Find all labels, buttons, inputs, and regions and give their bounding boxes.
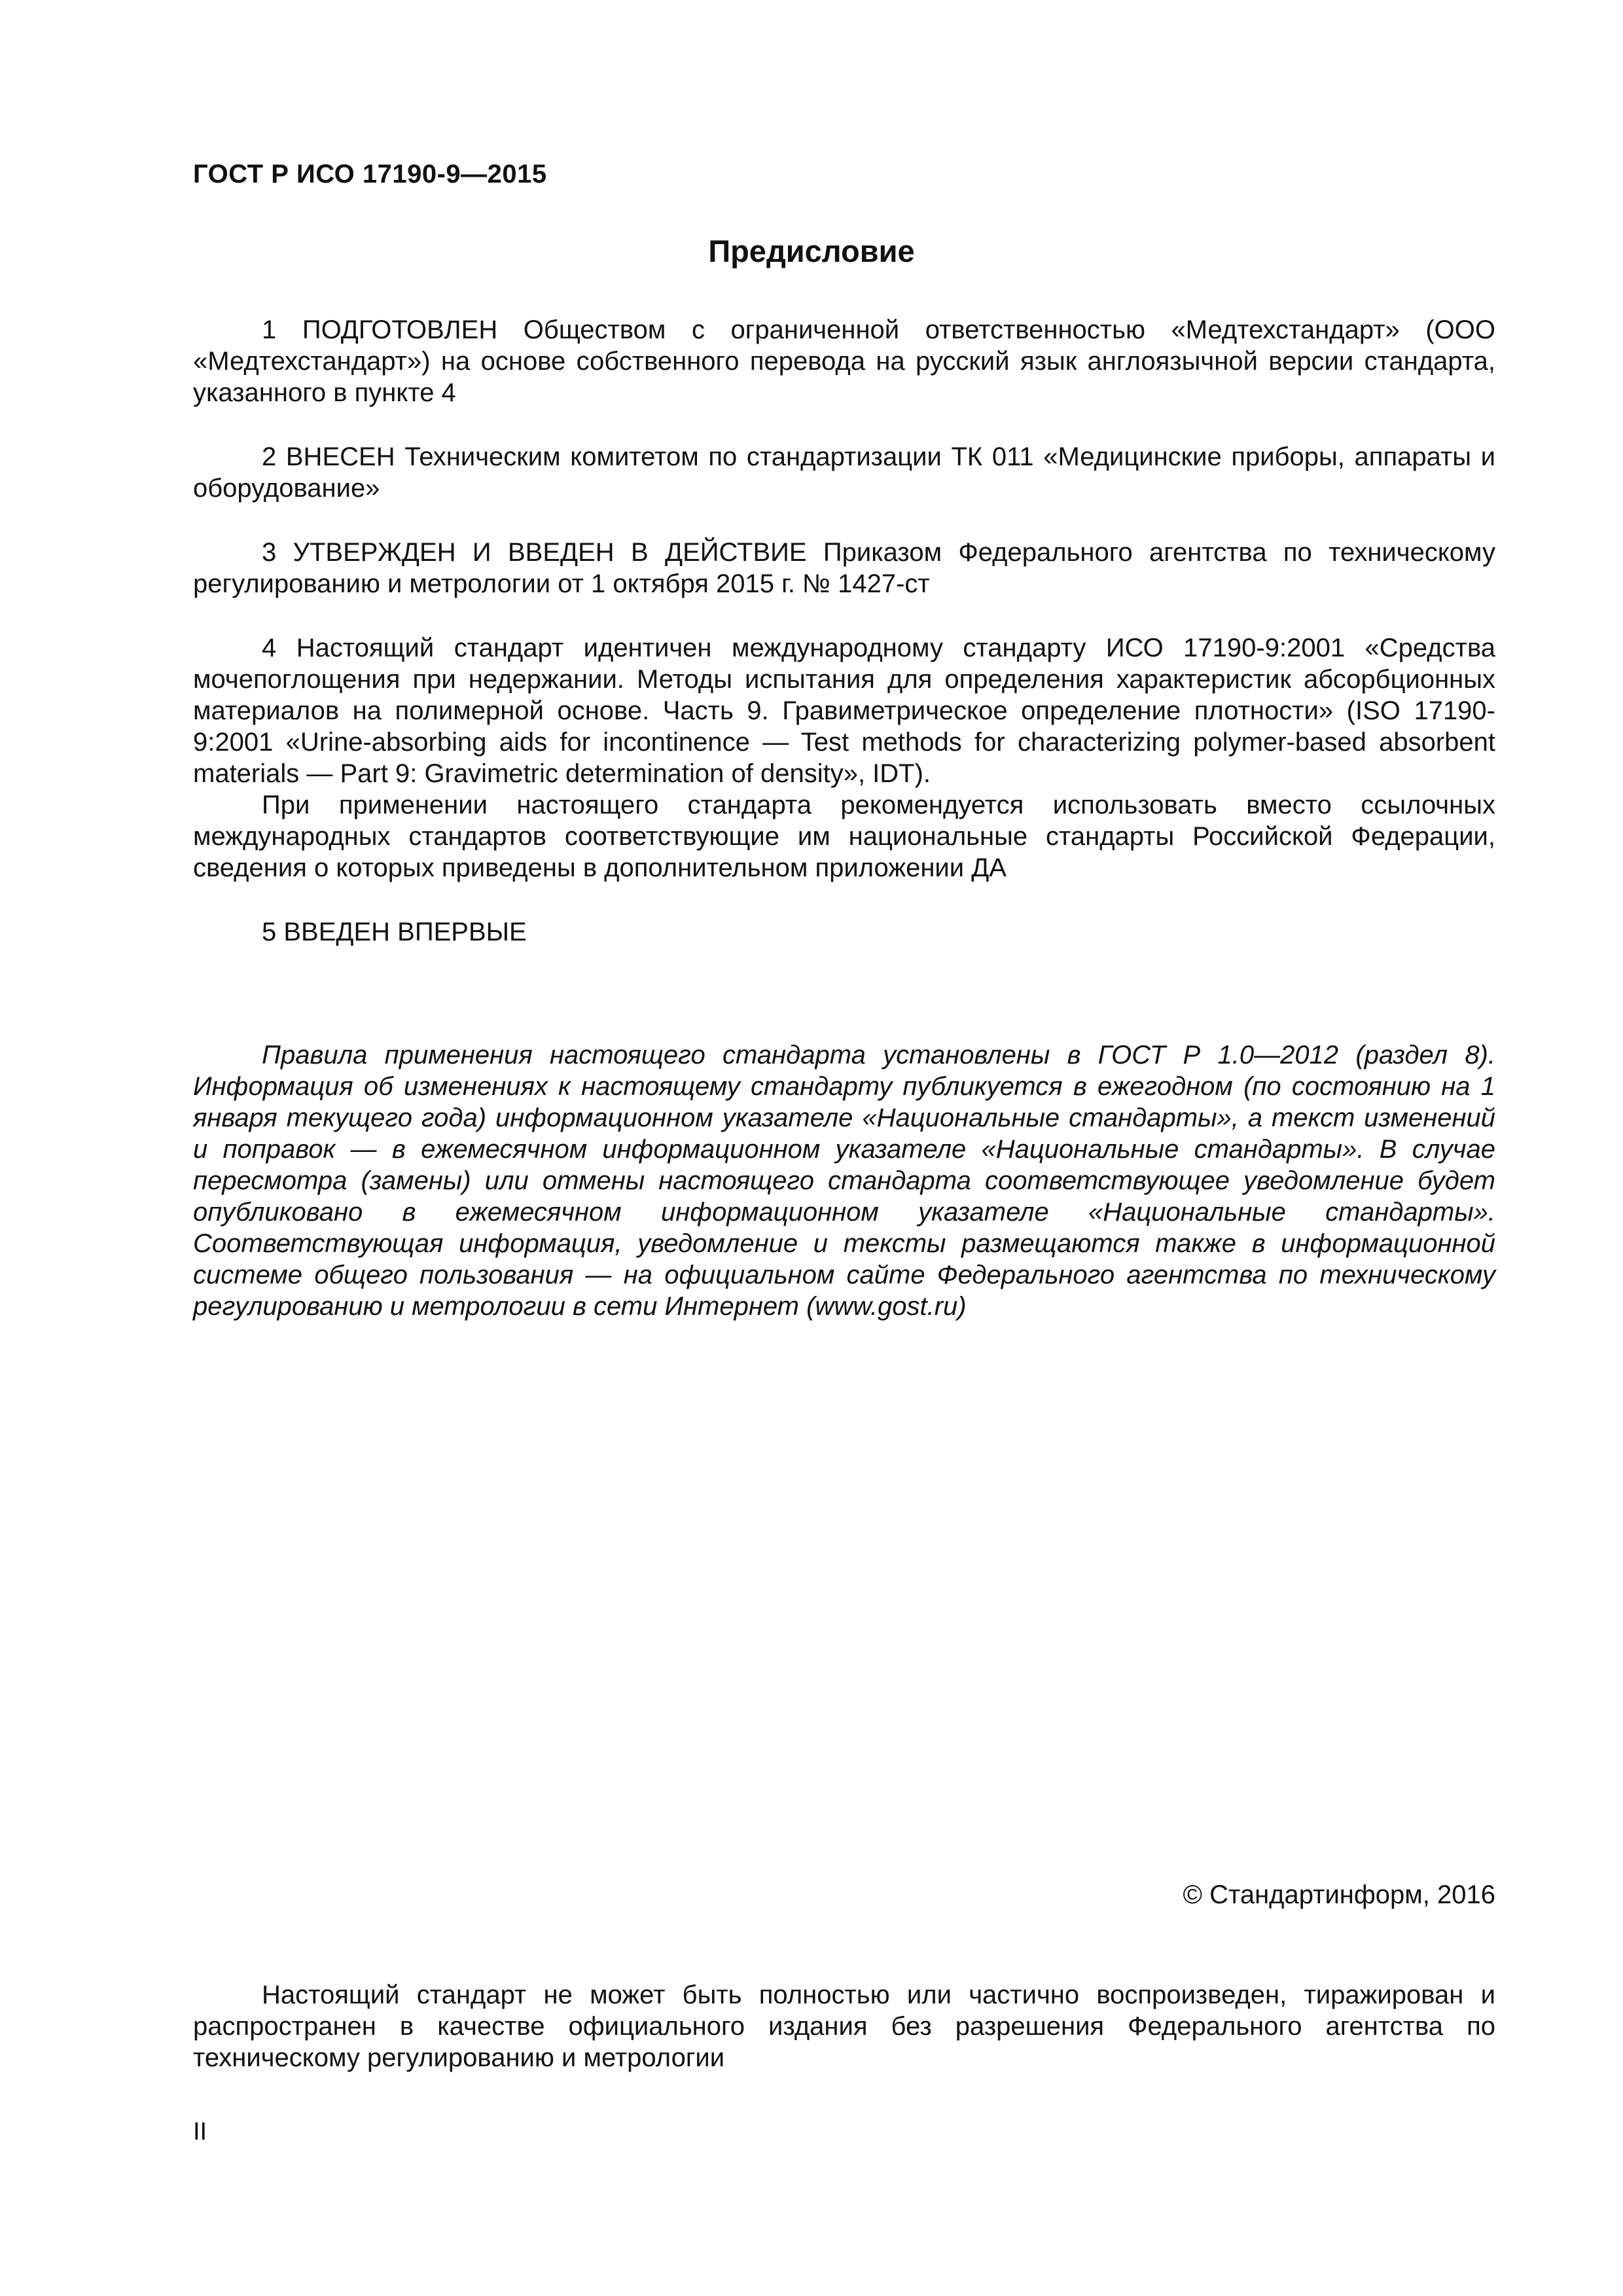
reproduction-notice <box>193 1979 1495 2073</box>
foreword-item-1: 1 ПОДГОТОВЛЕН Обществом с ограниченной ответственностью «Медтехстандарт» (ООО «Медтехстандарт») на основе собственного перевода на русский язык англоязычной версии стандарта, указанного в пункте 4 <box>193 315 1495 407</box>
foreword-item-2: 2 ВНЕСЕН Техническим комитетом по стандартизации ТК 011 «Медицинские приборы, аппараты и оборудование» <box>193 442 1495 503</box>
page-title: Предисловие <box>708 234 915 268</box>
application-rules-note <box>193 1039 1495 1322</box>
foreword-items <box>193 314 1495 980</box>
document-code: ГОСТ Р ИСО 17190-9—2015 <box>193 160 547 188</box>
foreword-item-4: 4 Настоящий стандарт идентичен международному стандарту ИСО 17190-9:2001 «Средства мочепоглощения при недержании. Методы испытания для определения характеристик абсорбционных материалов на полимерной основе. Часть 9. Гравиметрическое определение плотности» (ISO 17190-9:2001 «Urine-absorbing aids for incontinence — Test methods for characterizing polymer-based absorbent materials — Part 9: Gravimetric determination of density», IDT). <box>193 634 1495 788</box>
foreword-item-4-note: При применении настоящего стандарта рекомендуется использовать вместо ссылочных международных стандартов соответствующие им национальные стандарты Российской Федерации, сведения о которых приведены в дополнительном приложении ДА <box>193 791 1495 882</box>
foreword-item-5: 5 ВВЕДЕН ВПЕРВЫЕ <box>262 918 527 946</box>
page-number: II <box>193 2118 207 2145</box>
application-rules-text: Правила применения настоящего стандарта установлены в ГОСТ Р 1.0—2012 (раздел 8). Информация об изменениях к настоящему стандарту публикуется в ежегодном (по состоянию на 1 января текущего года) информационном указателе «Национальные стандарты», а текст изменений и поправок — в ежемесячном информационном указателе «Национальные стандарты». В случае пересмотра (замены) или отмены настоящего стандарта соответствующее уведомление будет опубликовано в ежемесячном информационном указателе «Национальные стандарты». Соответствующая информация, уведомление и тексты размещаются также в информационной системе общего пользования — на официальном сайте Федерального агентства по техническому регулированию и метрологии в сети Интернет (www.gost.ru) <box>193 1041 1495 1321</box>
copyright: © Стандартинформ, 2016 <box>1183 1880 1495 1909</box>
foreword-item-3: 3 УТВЕРЖДЕН И ВВЕДЕН В ДЕЙСТВИЕ Приказом Федерального агентства по техническому регулированию и метрологии от 1 октября 2015 г. № 1427-ст <box>193 538 1495 598</box>
reproduction-notice-text: Настоящий стандарт не может быть полностью или частично воспроизведен, тиражирован и распространен в качестве официального издания без разрешения Федерального агентства по техническому регулированию и метрологии <box>193 1981 1495 2072</box>
